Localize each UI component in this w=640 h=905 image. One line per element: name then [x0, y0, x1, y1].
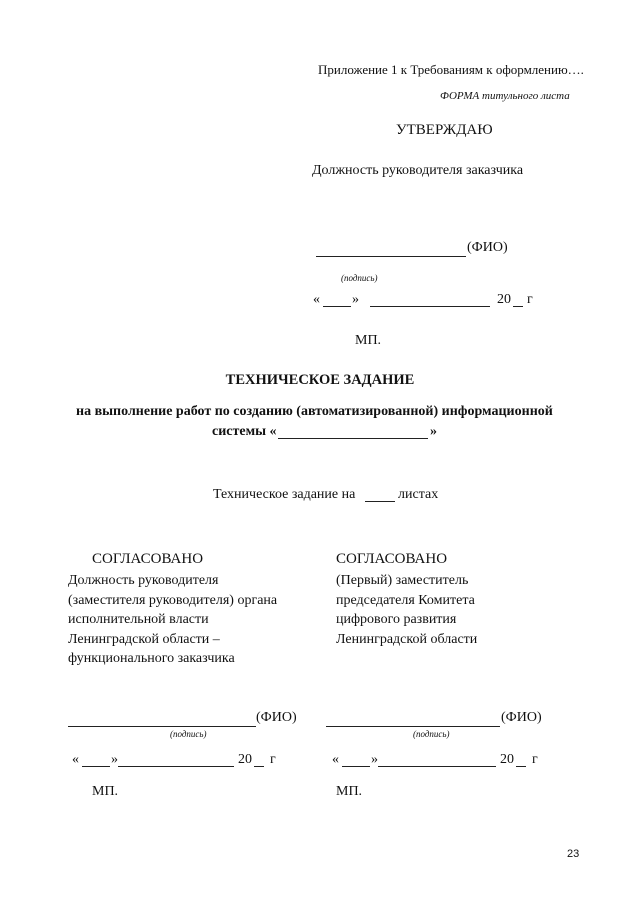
- agreement-right-quote-open: «: [332, 752, 339, 767]
- agreement-left-line: функционального заказчика: [68, 651, 235, 666]
- approval-title: УТВЕРЖДАЮ: [396, 122, 493, 138]
- agreement-left-month-line: [118, 766, 234, 767]
- agreement-right-day-line: [342, 766, 370, 767]
- document-subtitle-line1: на выполнение работ по созданию (автоматизированной) информационной: [76, 404, 553, 419]
- document-title: ТЕХНИЧЕСКОЕ ЗАДАНИЕ: [225, 372, 415, 388]
- approval-signature-caption: (подпись): [341, 273, 378, 283]
- agreement-left-line: Должность руководителя: [68, 573, 219, 588]
- approval-month-line: [370, 306, 490, 307]
- approval-day-line: [323, 306, 351, 307]
- agreement-left-line: исполнительной власти: [68, 612, 209, 627]
- agreement-right-position: [336, 571, 477, 649]
- sheets-prefix: Техническое задание на: [213, 487, 356, 502]
- sheets-count-line: [365, 501, 395, 502]
- approval-stamp: МП.: [355, 333, 382, 348]
- system-name-line: [278, 438, 428, 439]
- agreement-right-signature-caption: (подпись): [413, 729, 450, 739]
- approval-signature-line: [316, 256, 466, 257]
- document-subtitle-prefix: системы «: [212, 424, 277, 439]
- appendix-note: Приложение 1 к Требованиям к оформлению….: [318, 62, 584, 77]
- agreement-left-signature-line: [68, 726, 256, 727]
- approval-year-line: [513, 306, 523, 307]
- agreement-left-stamp: МП.: [92, 784, 119, 799]
- form-label: ФОРМА титульного листа: [440, 90, 570, 102]
- agreement-right-year-prefix: 20: [500, 752, 514, 767]
- approval-position: Должность руководителя заказчика: [312, 163, 524, 178]
- agreement-left-fio: (ФИО): [256, 710, 297, 725]
- agreement-right-month-line: [378, 766, 496, 767]
- agreement-left-year-line: [254, 766, 264, 767]
- agreement-right-year-suffix: г: [532, 752, 538, 767]
- agreement-right-quote-close: »: [371, 752, 378, 767]
- approval-year-prefix: 20: [497, 292, 511, 307]
- agreement-right-line: Ленинградской области: [336, 631, 478, 647]
- agreement-right-signature-line: [326, 726, 500, 727]
- agreement-left-day-line: [82, 766, 110, 767]
- document-subtitle-suffix: »: [430, 424, 437, 439]
- agreement-right-line: цифрового развития: [336, 612, 457, 627]
- agreement-left-position: [68, 571, 277, 669]
- approval-quote-close: »: [352, 292, 359, 307]
- approval-quote-open: «: [313, 292, 320, 307]
- agreement-left-line: Ленинградской области –: [68, 631, 220, 647]
- agreement-left-title: СОГЛАСОВАНО: [92, 551, 204, 567]
- agreement-left-quote-open: «: [72, 752, 79, 767]
- agreement-left-signature-caption: (подпись): [170, 729, 207, 739]
- agreement-right-year-line: [516, 766, 526, 767]
- approval-year-suffix: г: [527, 292, 533, 307]
- agreement-right-line: председателя Комитета: [336, 592, 475, 608]
- approval-fio: (ФИО): [467, 240, 508, 255]
- agreement-left-quote-close: »: [111, 752, 118, 767]
- agreement-right-title: СОГЛАСОВАНО: [336, 551, 448, 567]
- agreement-left-line: (заместителя руководителя) органа: [68, 592, 278, 608]
- page-number: 23: [567, 848, 580, 860]
- agreement-right-stamp: МП.: [336, 784, 363, 799]
- sheets-suffix: листах: [398, 487, 439, 502]
- agreement-right-fio: (ФИО): [501, 710, 542, 725]
- agreement-right-line: (Первый) заместитель: [336, 573, 469, 588]
- agreement-left-year-suffix: г: [270, 752, 276, 767]
- agreement-left-year-prefix: 20: [238, 752, 252, 767]
